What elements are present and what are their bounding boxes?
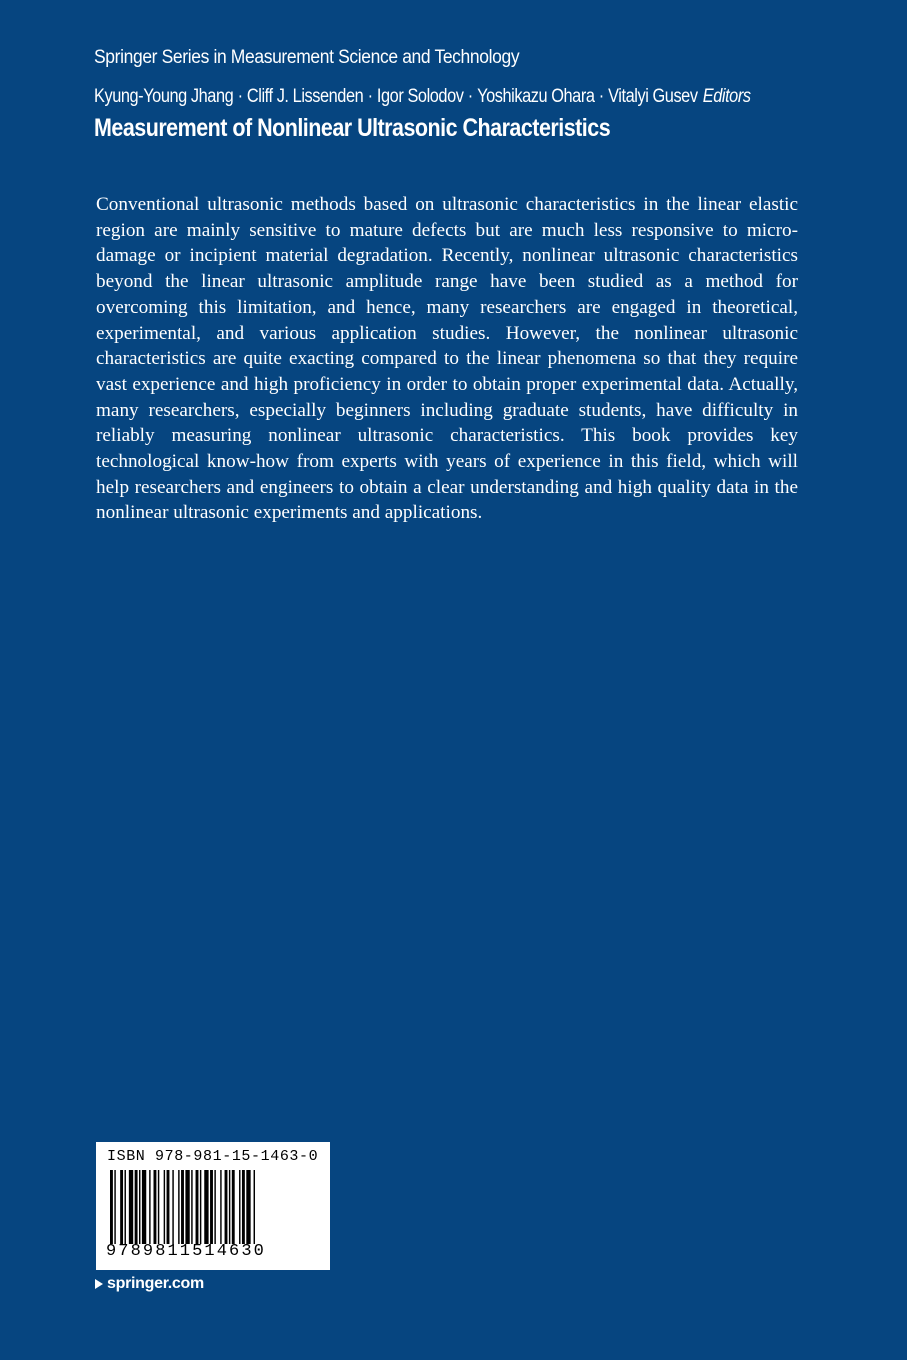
arrow-right-icon — [95, 1279, 103, 1289]
barcode-bar — [210, 1170, 213, 1244]
barcode-bar — [181, 1170, 184, 1244]
book-description: Conventional ultrasonic methods based on ultrasonic characteristics in the linear elastic region are mainly sensitive to mature defects but are much less responsive to micro-damage or incipient material degradation. Recently, nonlinear ultrasonic characteristics beyond the linear ultrasonic amplitude range have been studied as a method for overcoming this limitation, and hence, many researchers are engaged in theoretical, experimental, and various application studies. However, the nonlinear ultrasonic characteristics are quite exacting compared to the linear phenomena so that they require vast experience and high proficiency in order to obtain proper experimental data. Actually, many researchers, especially beginners including graduate students, have difficulty in reliably measuring nonlinear ultrasonic characteristics. This book provides key technological know-how from experts with years of experience in this field, which will help researchers and engineers to obtain a clear understanding and high quality data in the nonlinear ultrasonic experiments and applications. — [96, 194, 798, 524]
barcode-bar — [154, 1170, 157, 1244]
barcode-bar — [149, 1170, 150, 1244]
barcode-bar — [239, 1170, 240, 1244]
editor-name: Igor Solodov — [376, 86, 464, 107]
barcode-bar — [225, 1170, 228, 1244]
editor-name: Cliff J. Lissenden — [246, 86, 364, 107]
editors-line — [94, 86, 751, 108]
barcode-bar — [204, 1170, 208, 1244]
barcode-bar — [220, 1170, 221, 1244]
barcode-bar — [254, 1170, 255, 1244]
editors-role: Editors — [702, 86, 751, 107]
barcode-bar — [158, 1170, 159, 1244]
barcode-bar — [114, 1170, 115, 1244]
barcode-bar — [232, 1170, 235, 1244]
name-separator: · — [367, 86, 373, 107]
barcode-bar — [125, 1170, 126, 1244]
name-separator: · — [467, 86, 473, 107]
barcode-icon — [110, 1170, 316, 1244]
barcode-bar — [246, 1170, 250, 1244]
barcode-bar — [172, 1170, 173, 1244]
barcode-bar — [214, 1170, 215, 1244]
barcode-bar — [229, 1170, 230, 1244]
publisher-website[interactable] — [95, 1275, 204, 1293]
barcode-bar — [242, 1170, 245, 1244]
editor-name: Yoshikazu Ohara — [477, 86, 595, 107]
barcode-bar — [120, 1170, 123, 1244]
barcode-bar — [164, 1170, 165, 1244]
barcode-bar — [200, 1170, 201, 1244]
name-separator: · — [237, 86, 243, 107]
barcode-bar — [139, 1170, 140, 1244]
name-separator: · — [598, 86, 604, 107]
barcode-bar — [191, 1170, 192, 1244]
isbn-barcode — [96, 1142, 330, 1270]
barcode-digits: 9789811514630 — [106, 1242, 266, 1261]
website-link[interactable]: springer.com — [107, 1275, 204, 1292]
barcode-bar — [178, 1170, 179, 1244]
barcode-bar — [110, 1170, 113, 1244]
barcode-bar — [167, 1170, 170, 1244]
book-title: Measurement of Nonlinear Ultrasonic Characteristics — [94, 114, 611, 142]
barcode-bar — [196, 1170, 199, 1244]
isbn-label: ISBN 978-981-15-1463-0 — [107, 1148, 319, 1165]
barcode-bar — [135, 1170, 138, 1244]
editor-name: Kyung-Young Jhang — [94, 86, 234, 107]
series-name: Springer Series in Measurement Science and Technology — [94, 47, 520, 68]
editor-name: Vitalyi Gusev — [608, 86, 698, 107]
barcode-bar — [129, 1170, 133, 1244]
barcode-bar — [142, 1170, 146, 1244]
barcode-bar — [185, 1170, 189, 1244]
